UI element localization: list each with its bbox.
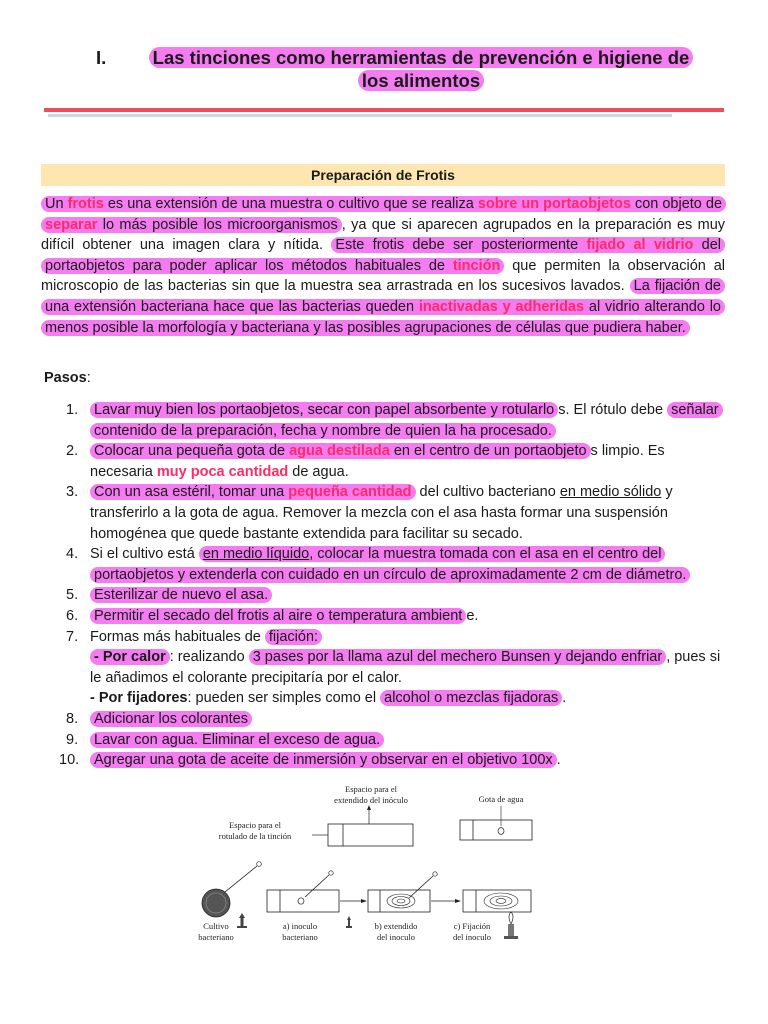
heading-divider-shadow [48,114,672,117]
step-text: Agregar una gota de aceite de inmersión y observar en el objetivo 100x [90,752,557,768]
label-cultivo-line2: bacteriano [198,932,234,942]
step-emphasis: agua destilada [289,443,390,460]
step-number: 1. [66,402,79,418]
intro-text: La fijación de una extensión bacteriana hace que las bacterias queden [45,278,721,315]
heading-number: I. [96,47,107,68]
label-rotulado-line2: rotulado de la tinción [218,831,292,841]
slide-extended [368,872,461,912]
step-number: 2. [66,443,79,460]
intro-text: , ya que si aparecen agrupados en la preparación es muy difícil obtener una imagen clara y nítida. [41,216,726,254]
step-bold: - Por calor [94,649,166,666]
label-inoculo-line1: a) inoculo [282,921,318,931]
intro-emphasis: fijado al vidrio [586,237,694,254]
step-text: y transferirlo a la gota de agua. Remover la mezcla con el asa hasta formar una suspensión homogénea que quede bastante extendida para facilitar su secado. [90,484,673,542]
label-extendido-line1: Espacio para el [345,784,397,794]
heading-title: Las tinciones como herramientas de prevención e higiene de los alimentos [149,47,694,91]
label-extendido-step-line1: b) extendido [374,921,418,931]
step-text: , pues si le añadimos el colorante precipitaría por el calor. [90,649,721,686]
step-number: 8. [66,710,79,727]
water-drop-slide [460,806,532,840]
step-text: Colocar una pequeña gota de [94,443,290,460]
document-heading [96,46,696,92]
step-text: en el centro de un portaobjeto [389,443,587,460]
step-text: alcohol o mezclas fijadoras [380,690,562,706]
intro-emphasis: inactivadas y adheridas [418,298,585,315]
step-bold: - Por fijadores [90,690,188,707]
step-underlined: en medio líquido [202,546,310,563]
intro-text: que permiten la observación al microscopio de las bacterias sin que la muestra sea arrastrada en los sucesivos lavados. [41,257,725,295]
step-number: 9. [66,731,79,748]
slide-inoculum [267,871,367,928]
step-emphasis: muy poca cantidad [156,463,289,480]
list-item [44,627,726,709]
label-fijacion-line1: c) Fijación [453,921,491,931]
step-text: Lavar muy bien los portaobjetos, secar con papel absorbente y rotularlo [90,402,558,418]
list-item [44,585,726,606]
step-emphasis: pequeña cantidad [288,484,412,501]
step-number: 3. [66,484,79,501]
label-extendido-line2: extendido del inóculo [334,795,408,805]
list-item [44,709,726,730]
step-text: . [556,752,561,769]
step-text: del cultivo bacteriano [415,484,560,501]
step-text: Permitir el secado del frotis al aire o temperatura ambient [90,608,466,624]
intro-text: con objeto de [630,196,723,212]
step-text: de agua. [288,463,349,480]
steps-heading-label: Pasos [44,370,87,386]
intro-text: del portaobjetos para poder aplicar los métodos habituales de [45,237,722,274]
step-underlined: en medio sólido [559,484,662,501]
step-number: 7. [66,628,79,645]
intro-text: es una extensión de una muestra o cultivo que se realiza [103,196,478,212]
smear-preparation-diagram [195,780,540,955]
step-number: 5. [66,587,79,604]
step-text: Si el cultivo está [90,546,199,563]
steps-heading-colon: : [86,370,91,386]
list-item [44,400,726,441]
culture-dish [202,862,261,928]
section-title: Preparación de Frotis [41,164,725,186]
intro-emphasis: separar [45,216,98,233]
step-text: s limpio. Es necesaria [90,443,665,480]
step-text: , colocar la muestra tomada con el asa en el centro del portaobjetos y extenderla con cuidado en un círculo de aproximadamente 2 cm de diámetro. [94,546,687,583]
labeled-slide [312,805,413,846]
intro-text: lo más posible los microorganismos [97,216,338,233]
step-text: Adicionar los colorantes [90,711,252,727]
list-item [44,750,726,771]
step-text: señalar contenido de la preparación, fecha y nombre de quien la ha procesado. [90,402,723,439]
intro-emphasis: tinción [452,257,501,274]
list-item [44,441,726,482]
step-text: Con un asa estéril, tomar una [94,484,289,501]
label-fijacion-line2: del inoculo [452,932,492,942]
step-text: fijación: [265,629,322,645]
intro-emphasis: sobre un portaobjetos [477,196,631,212]
step-text: e. [466,607,479,624]
label-inoculo-line2: bacteriano [282,932,318,942]
diagram-svg [195,780,540,955]
list-item [44,544,726,585]
intro-emphasis: frotis [67,196,104,212]
list-item [44,606,726,627]
steps-heading [44,370,91,386]
intro-text: al vidrio alterando lo menos posible la morfología y bacteriana y las posibles agrupaciones de células que pudiera haber. [45,298,721,336]
list-item [44,482,726,544]
step-number: 4. [66,546,79,563]
step-text: Lavar con agua. Eliminar el exceso de agua. [90,732,384,748]
step-text: s. El rótulo debe [558,402,668,418]
step-text: 3 pases por la llama azul del mechero Bunsen y dejando enfriar [249,649,666,665]
step-text: : pueden ser simples como el [187,690,381,707]
label-cultivo-line1: Cultivo [203,921,229,931]
step-number: 10. [59,752,80,769]
heading-divider [44,108,724,112]
intro-paragraph [41,194,725,338]
label-gota: Gota de agua [478,794,524,804]
intro-text: Un [45,196,68,212]
intro-text: Este frotis debe ser posteriormente [335,237,587,254]
label-rotulado-line1: Espacio para el [229,820,281,830]
label-extendido-step-line2: del inoculo [376,932,416,942]
list-item [44,730,726,751]
step-text: Esterilizar de nuevo el asa. [90,587,272,603]
step-number: 6. [66,607,79,624]
steps-list [44,400,726,771]
step-text: Formas más habituales de [90,628,265,645]
step-text: : realizando [169,649,249,666]
step-text: . [562,690,567,707]
